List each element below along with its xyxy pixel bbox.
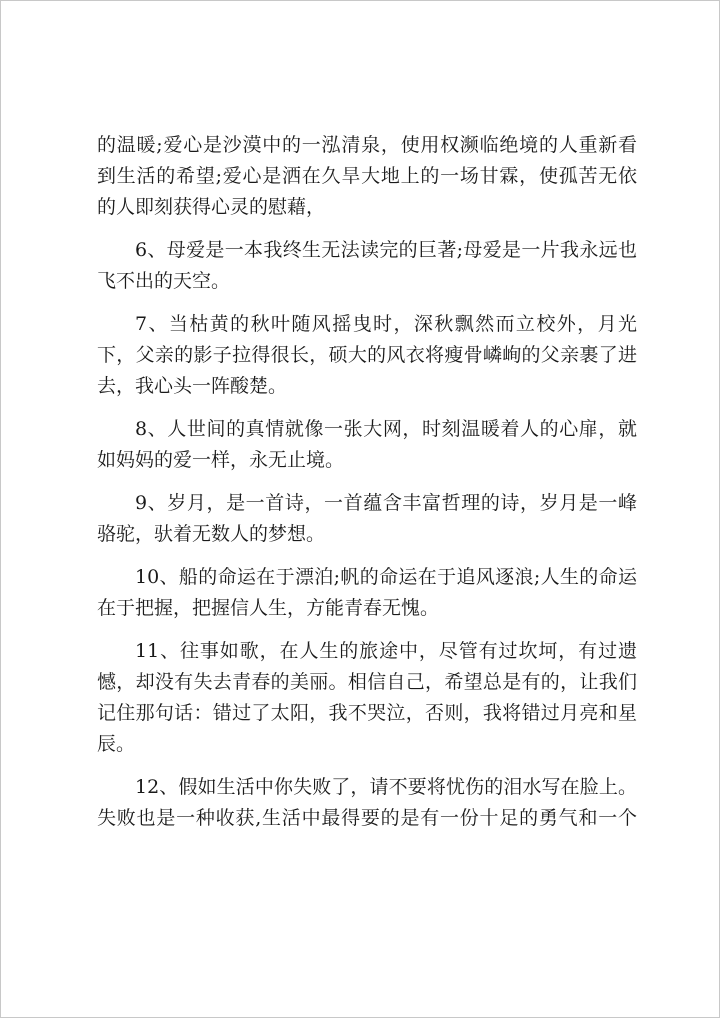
text-line: 的温暖;爱心是沙漠中的一泓清泉，使用权濒临绝境的人重新看 bbox=[97, 134, 637, 156]
text-line: 8、人世间的真情就像一张大网，时刻温暖着人的心扉，就 bbox=[135, 418, 637, 440]
text-line: 如妈妈的爱一样，永无止境。 bbox=[97, 449, 345, 471]
text-line: 10、船的命运在于漂泊;帆的命运在于追风逐浪;人生的命运 bbox=[135, 566, 637, 588]
paragraph-item-11 bbox=[97, 636, 637, 760]
text-line: 下，父亲的影子拉得很长，硕大的风衣将瘦骨嶙峋的父亲裹了进 bbox=[97, 344, 637, 366]
text-line: 憾，却没有失去青春的美丽。相信自己，希望总是有的，让我们 bbox=[97, 671, 637, 693]
text-line: 6、母爱是一本我终生无法读完的巨著;母爱是一片我永远也 bbox=[135, 239, 637, 261]
text-line: 11、往事如歌，在人生的旅途中，尽管有过坎坷，有过遗 bbox=[135, 640, 637, 662]
text-line: 记住那句话：错过了太阳，我不哭泣，否则，我将错过月亮和星 bbox=[97, 702, 637, 724]
paragraph-item-10 bbox=[97, 562, 637, 624]
text-line: 去，我心头一阵酸楚。 bbox=[97, 375, 288, 397]
paragraph-continuation bbox=[97, 130, 637, 223]
text-line: 骆驼，驮着无数人的梦想。 bbox=[97, 523, 326, 545]
text-line: 7、当枯黄的秋叶随风摇曳时，深秋飘然而立校外，月光 bbox=[135, 313, 637, 335]
text-line: 的人即刻获得心灵的慰藉， bbox=[97, 196, 326, 218]
paragraph-item-6 bbox=[97, 235, 637, 297]
paragraph-item-7 bbox=[97, 309, 637, 402]
text-line: 到生活的希望;爱心是洒在久旱大地上的一场甘霖，使孤苦无依 bbox=[97, 165, 637, 187]
paragraph-item-9 bbox=[97, 488, 637, 550]
paragraph-item-8 bbox=[97, 414, 637, 476]
text-line: 在于把握，把握信人生，方能青春无愧。 bbox=[97, 597, 440, 619]
text-line: 9、岁月，是一首诗，一首蕴含丰富哲理的诗，岁月是一峰 bbox=[135, 492, 637, 514]
text-line: 失败也是一种收获,生活中最得要的是有一份十足的勇气和一个 bbox=[97, 807, 637, 829]
text-line: 12、假如生活中你失败了，请不要将忧伤的泪水写在脸上。 bbox=[135, 776, 637, 798]
paragraph-item-12 bbox=[97, 772, 637, 834]
text-line: 飞不出的天空。 bbox=[97, 270, 231, 292]
document-body bbox=[97, 130, 637, 846]
text-line: 辰。 bbox=[97, 733, 136, 755]
